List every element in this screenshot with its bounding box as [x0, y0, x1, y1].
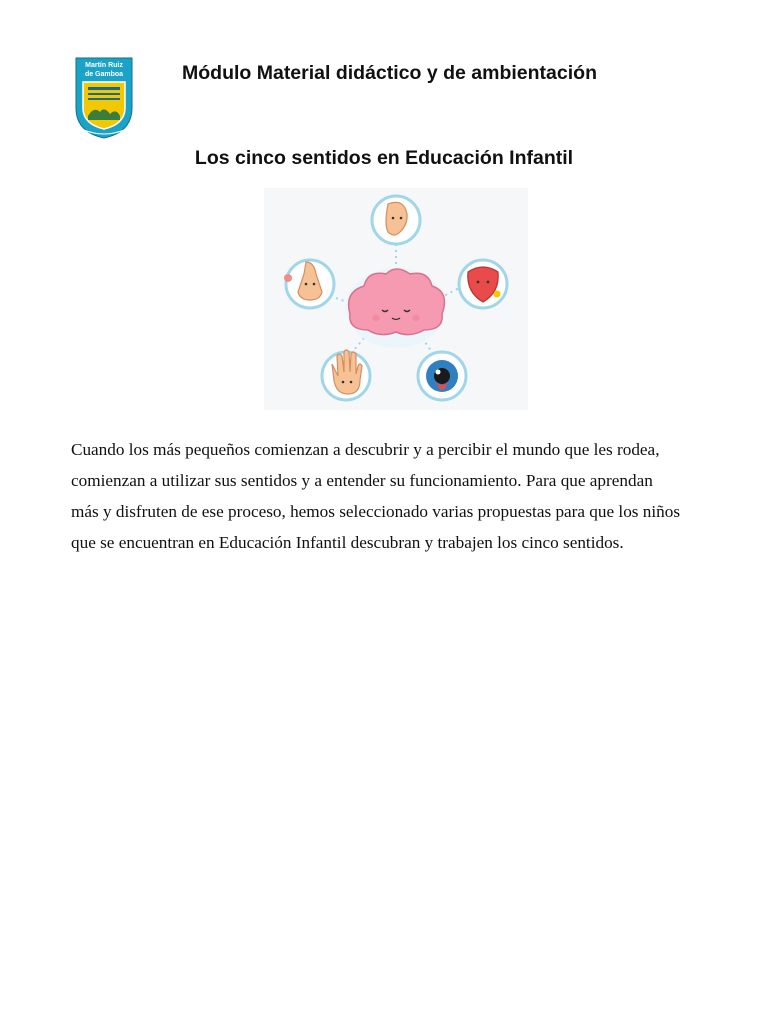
paragraph-line: que se encuentran en Educación Infantil descubran y trabajen los cinco sentidos. [71, 533, 624, 552]
tongue-icon [459, 260, 507, 308]
five-senses-illustration [264, 188, 528, 410]
document-title: Los cinco sentidos en Educación Infantil [194, 147, 574, 169]
intro-paragraph [71, 434, 731, 558]
paragraph-line: más y disfruten de ese proceso, hemos seleccionado varias propuestas para que los niños [71, 502, 681, 521]
crest-text-line-1: Martín Ruiz [85, 62, 123, 69]
paragraph-line: comienzan a utilizar sus sentidos y a entender su funcionamiento. Para que aprendan [71, 471, 653, 490]
brain-icon [346, 268, 446, 348]
school-crest-icon [74, 56, 134, 140]
crest-text-line-2: de Gamboa [84, 71, 124, 78]
hand-icon [322, 350, 370, 400]
module-title: Módulo Material didáctico y de ambientación [182, 62, 597, 84]
nose-icon [284, 260, 334, 308]
ear-icon [372, 196, 420, 244]
paragraph-line: Cuando los más pequeños comienzan a descubrir y a percibir el mundo que les rodea, [71, 440, 660, 459]
eye-icon [418, 352, 466, 400]
